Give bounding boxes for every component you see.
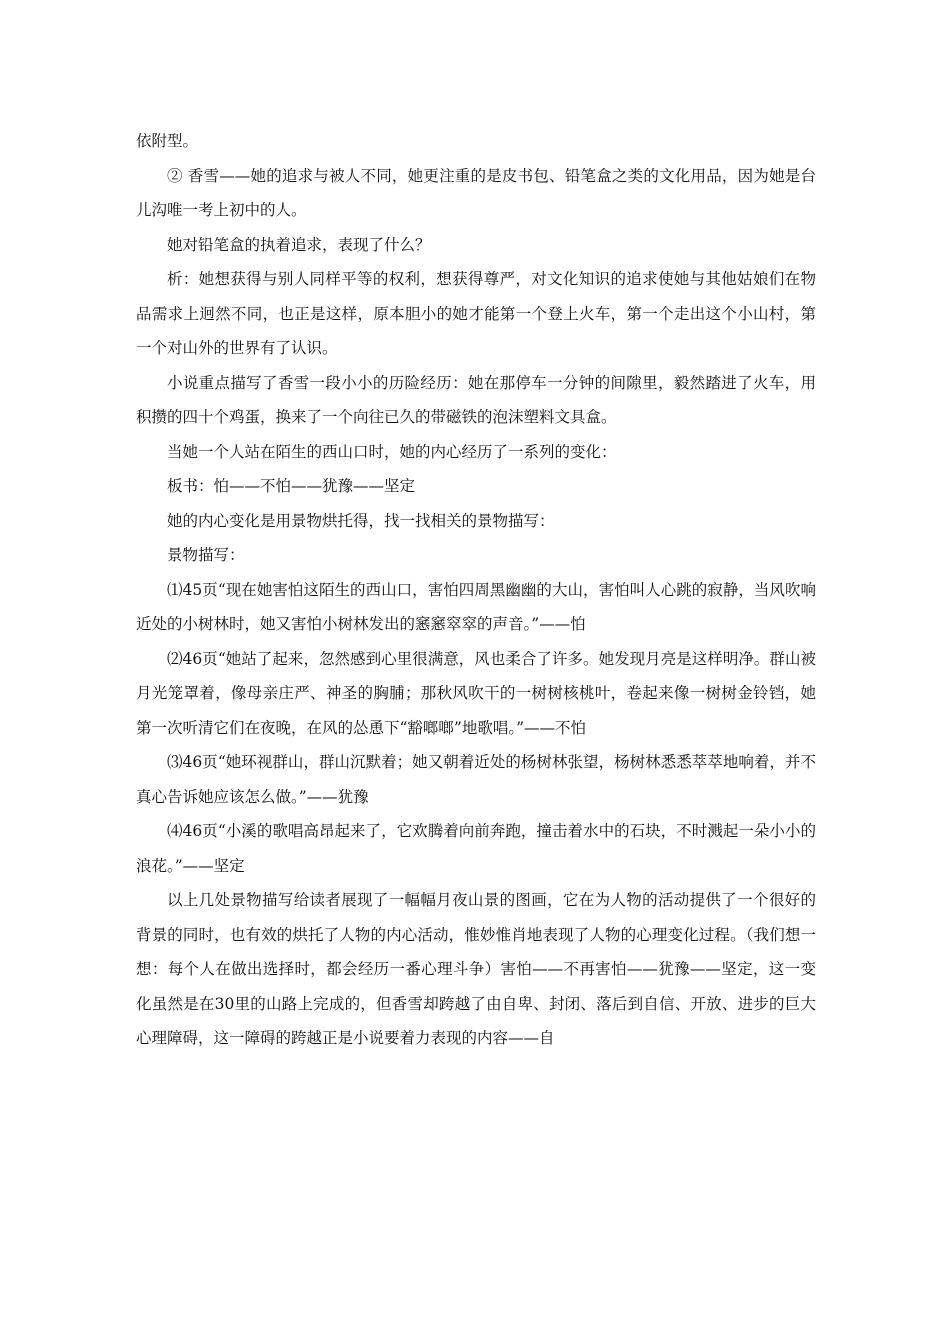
paragraph-5: 小说重点描写了香雪一段小小的历险经历：她在那停车一分钟的间隙里，毅然踏进了火车，用积攒的四十个鸡蛋，换来了一个向往已久的带磁铁的泡沫塑料文具盒。 (136, 373, 816, 426)
paragraph-3: 她对铅笔盒的执着追求，表现了什么？ (167, 235, 431, 254)
paragraph-8: 她的内心变化是用景物烘托得，找一找相关的景物描写： (167, 511, 555, 530)
paragraph-13: ⑷46页“小溪的歌唱高昂起来了，它欢腾着向前奔跑，撞击着水中的石块，不时溅起一朵小小的浪花。”——坚定 (136, 822, 816, 875)
paragraph-1: 依附型。 (136, 132, 199, 150)
paragraph-4: 析：她想获得与别人同样平等的权利，想获得尊严，对文化知识的追求使她与其他姑娘们在物品需求上迥然不同，也正是这样，原本胆小的她才能第一个登上火车，第一个走出这个小山村，第一个对山外的世界有了认识。 (136, 270, 816, 357)
paragraph-7: 板书：怕——不怕——犹豫——坚定 (167, 477, 416, 495)
paragraph-14: 以上几处景物描写给读者展现了一幅幅月夜山景的图画，它在为人物的活动提供了一个很好的背景的同时，也有效的烘托了人物的内心活动，惟妙惟肖地表现了人物的心理变化过程。（我们想一想：每个人在做出选择时，都会经历一番心理斗争）害怕——不再害怕——犹豫——坚定，这一变化虽然是在30里的山路上完成的，但香雪却跨越了由自卑、封闭、落后到自信、开放、进步的巨大心理障碍，这一障碍的跨越正是小说要着力表现的内容——自 (136, 891, 816, 1047)
paragraph-6: 当她一个人站在陌生的西山口时，她的内心经历了一系列的变化： (167, 442, 617, 461)
paragraph-10: ⑴45页“现在她害怕这陌生的西山口，害怕四周黑幽幽的大山，害怕叫人心跳的寂静，当风吹响近处的小树林时，她又害怕小树林发出的窸窸窣窣的声音。”——怕 (136, 580, 816, 633)
document-body (136, 124, 816, 1056)
paragraph-12: ⑶46页“她环视群山，群山沉默着；她又朝着近处的杨树林张望，杨树林悉悉萃萃地响着，并不真心告诉她应该怎么做。”——犹豫 (136, 753, 816, 806)
paragraph-11: ⑵46页“她站了起来，忽然感到心里很满意，风也柔合了许多。她发现月亮是这样明净。群山被月光笼罩着，像母亲庄严、神圣的胸脯；那秋风吹干的一树树核桃叶，卷起来像一树树金铃铛，她第一次听清它们在夜晚，在风的怂恿下“豁啷啷”地歌唱。”——不怕 (136, 649, 816, 737)
paragraph-9: 景物描写： (167, 546, 245, 564)
paragraph-2: ② 香雪——她的追求与被人不同，她更注重的是皮书包、铅笔盒之类的文化用品，因为她是台儿沟唯一考上初中的人。 (136, 166, 816, 219)
